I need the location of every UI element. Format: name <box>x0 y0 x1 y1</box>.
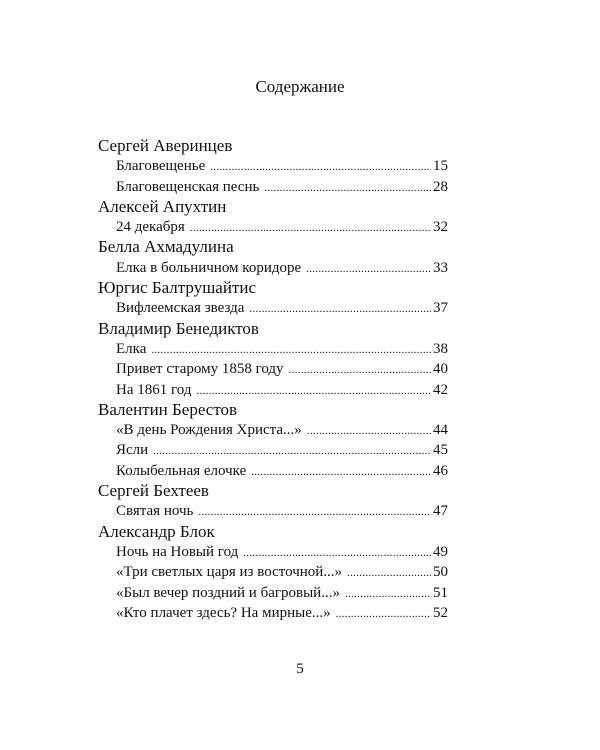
toc-entry <box>116 420 448 440</box>
toc-entry <box>116 542 448 562</box>
toc-entry <box>116 339 448 359</box>
dot-leader <box>264 178 431 198</box>
dot-leader <box>190 218 431 238</box>
dot-leader <box>243 543 431 563</box>
toc-author: Александр Блок <box>98 521 215 541</box>
toc-entry-title: «В день Рождения Христа...» <box>116 422 302 439</box>
toc-entry-title: Ясли <box>116 442 149 459</box>
dot-leader <box>151 340 431 360</box>
toc-author: Сергей Аверинцев <box>98 136 233 155</box>
toc-entry <box>116 461 448 481</box>
toc-entry <box>116 440 448 460</box>
dot-leader <box>289 360 431 380</box>
toc-entry-page: 37 <box>433 300 448 317</box>
toc-entry-title: «Был вечер поздний и багровый...» <box>116 584 340 601</box>
dot-leader <box>336 604 431 624</box>
toc-entry-title: «Кто плачет здесь? На мирные...» <box>116 604 331 621</box>
toc-author: Белла Ахмадулина <box>98 237 234 257</box>
toc-entry-title: Святая ночь <box>116 503 194 520</box>
toc-entry-page: 33 <box>433 259 448 276</box>
toc-entry <box>116 298 448 318</box>
toc-entry-title: Колыбельная елочке <box>116 462 247 479</box>
toc-entry-page: 46 <box>433 462 448 479</box>
toc-entry-page: 45 <box>433 442 448 459</box>
toc-entry-page: 15 <box>433 158 448 175</box>
toc-entry-page: 52 <box>433 604 448 621</box>
toc-entry-page: 28 <box>433 178 448 195</box>
dot-leader <box>306 259 431 279</box>
dot-leader <box>307 421 431 441</box>
dot-leader <box>249 299 431 319</box>
toc-entry <box>116 177 448 197</box>
toc-entry-title: Благовещенская песнь <box>116 178 260 195</box>
dot-leader <box>153 441 431 461</box>
toc-author: Валентин Берестов <box>98 399 238 419</box>
dot-leader <box>198 502 431 522</box>
toc-entry-title: Вифлеемская звезда <box>116 300 245 317</box>
toc-entry-page: 47 <box>433 503 448 520</box>
dot-leader <box>251 462 431 482</box>
toc-entry-title: Благовещенье <box>116 158 206 175</box>
toc-author: Юргис Балтрушайтис <box>98 278 256 298</box>
toc-entry-page: 40 <box>433 361 448 378</box>
toc-entry <box>116 156 448 176</box>
toc-entry-page: 42 <box>433 381 448 398</box>
toc-entry-page: 49 <box>433 543 448 560</box>
toc-author: Владимир Бенедиктов <box>98 318 259 338</box>
toc-author: Алексей Апухтин <box>98 196 227 216</box>
toc-entry <box>116 603 448 623</box>
toc-entry-page: 44 <box>433 422 448 439</box>
page-number: 5 <box>296 661 304 677</box>
toc-entry-page: 51 <box>433 584 448 601</box>
dot-leader <box>210 157 431 177</box>
toc-entry-title: Привет старому 1858 году <box>116 361 284 378</box>
toc-entry-page: 38 <box>433 340 448 357</box>
dot-leader <box>196 381 431 401</box>
toc-entry-page: 32 <box>433 219 448 236</box>
dot-leader <box>345 584 431 604</box>
toc-entry-title: Елка в больничном коридоре <box>116 259 302 276</box>
toc-entry <box>116 380 448 400</box>
table-of-contents <box>98 136 448 623</box>
toc-entry <box>116 359 448 379</box>
toc-entry-title: 24 декабря <box>116 219 185 236</box>
toc-entry-title: Ночь на Новый год <box>116 543 239 560</box>
toc-entry-page: 50 <box>433 564 448 581</box>
toc-entry <box>116 562 448 582</box>
toc-entry <box>116 501 448 521</box>
toc-entry <box>116 583 448 603</box>
toc-entry-title: «Три светлых царя из восточной...» <box>116 564 343 581</box>
toc-entry <box>116 258 448 278</box>
page-title: Содержание <box>255 77 345 96</box>
toc-entry <box>116 217 448 237</box>
dot-leader <box>347 563 431 583</box>
toc-entry-title: На 1861 год <box>116 381 192 398</box>
toc-entry-title: Елка <box>116 340 147 357</box>
toc-author: Сергей Бехтеев <box>98 481 209 501</box>
